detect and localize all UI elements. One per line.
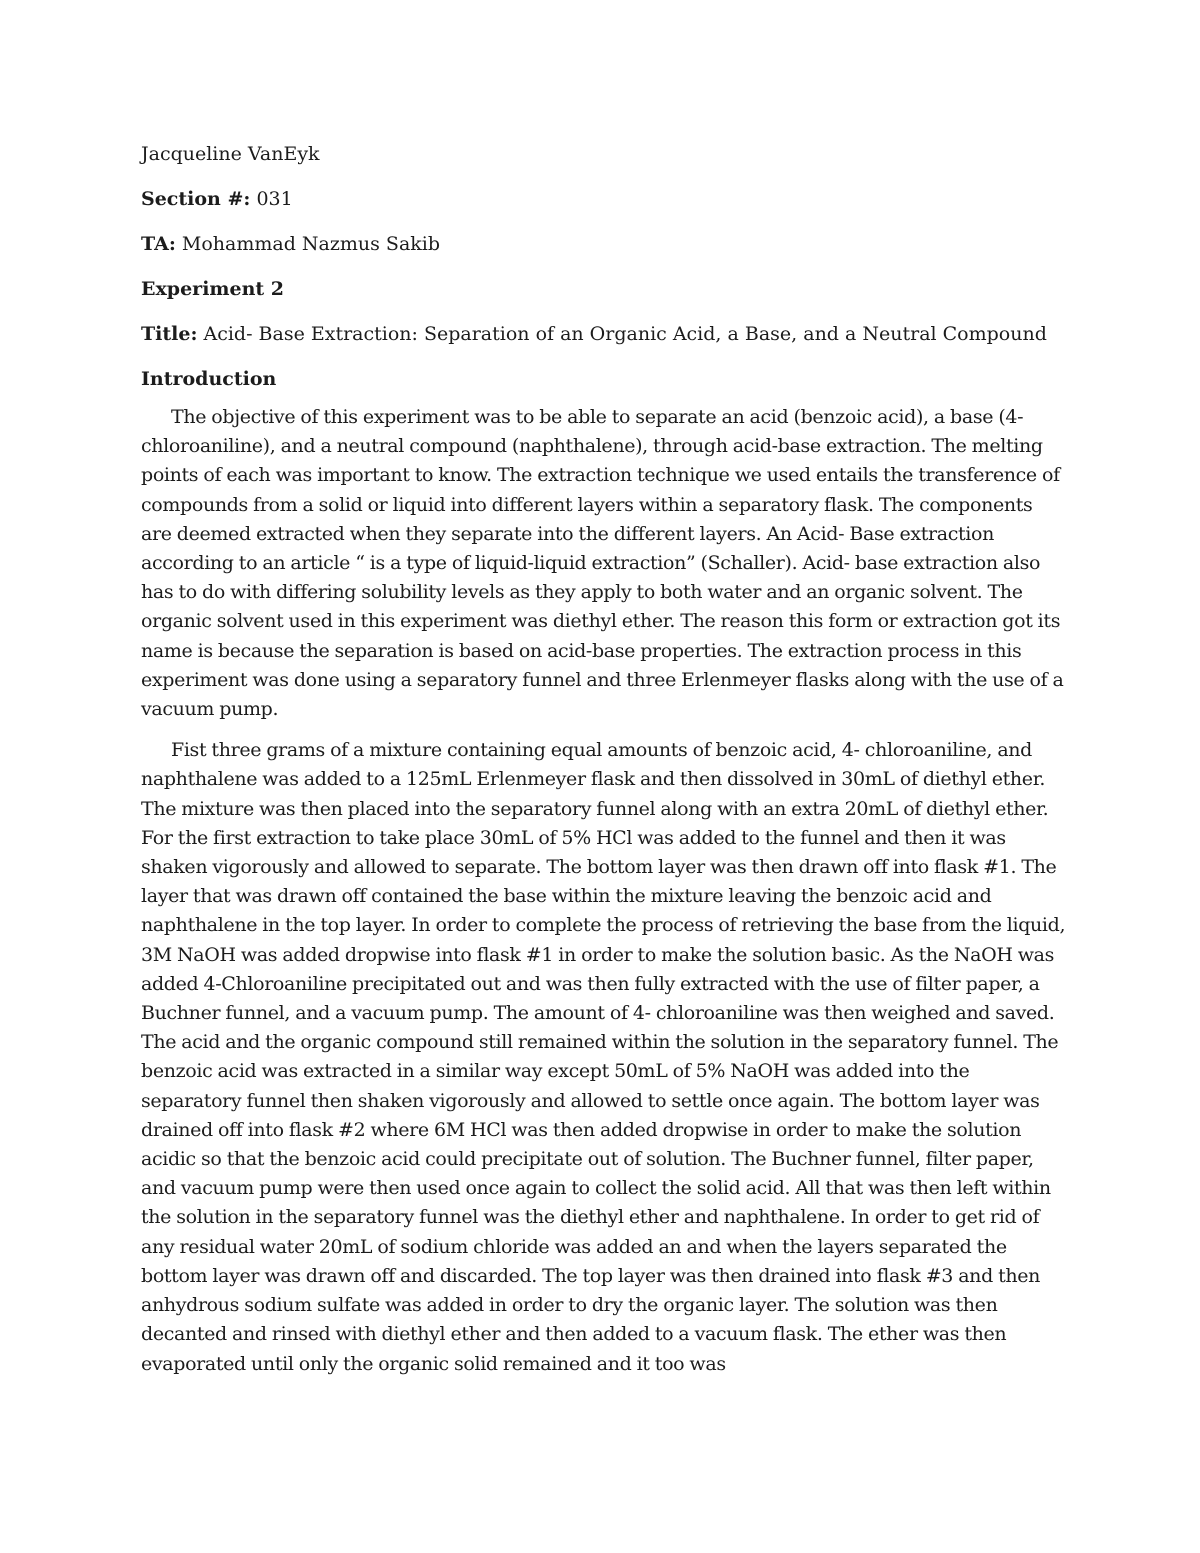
author-name: Jacqueline VanEyk bbox=[141, 143, 320, 165]
title-value: Acid- Base Extraction: Separation of an Organic Acid, a Base, and a Neutral Compound bbox=[197, 323, 1047, 345]
ta-label: TA: bbox=[141, 233, 176, 255]
section-value: 031 bbox=[250, 188, 293, 210]
document-page bbox=[141, 141, 1066, 1391]
introduction-heading: Introduction bbox=[141, 368, 277, 390]
title-line bbox=[141, 321, 1066, 348]
experiment-heading: Experiment 2 bbox=[141, 278, 285, 300]
introduction-paragraph-1: The objective of this experiment was to be able to separate an acid (benzoic acid), a base (4-chloroaniline), and a neutral compound (naphthalene), through acid-base extraction. The melting points of each was important to know. The extraction technique we used entails the transference of compounds from a solid or liquid into different layers within a separatory flask. The components are deemed extracted when they separate into the different layers. An Acid- Base extraction according to an article “ is a type of liquid-liquid extraction” (Schaller). Acid- base extraction also has to do with differing solubility levels as they apply to both water and an organic solvent. The organic solvent used in this experiment was diethyl ether. The reason this form or extraction got its name is because the separation is based on acid-base properties. The extraction process in this experiment was done using a separatory funnel and three Erlenmeyer flasks along with the use of a vacuum pump. bbox=[141, 406, 1064, 721]
section-line bbox=[141, 186, 1066, 213]
ta-value: Mohammad Nazmus Sakib bbox=[175, 233, 441, 255]
ta-line bbox=[141, 231, 1066, 258]
section-label: Section #: bbox=[141, 188, 251, 210]
title-label: Title: bbox=[141, 323, 198, 345]
introduction-paragraph-2: Fist three grams of a mixture containing equal amounts of benzoic acid, 4- chloroaniline, and naphthalene was added to a 125mL Erlenmeyer flask and then dissolved in 30mL of diethyl ether. The mixture was then placed into the separatory funnel along with an extra 20mL of diethyl ether. For the first extraction to take place 30mL of 5% HCl was added to the funnel and then it was shaken vigorously and allowed to separate. The bottom layer was then drawn off into flask #1. The layer that was drawn off contained the base within the mixture leaving the benzoic acid and naphthalene in the top layer. In order to complete the process of retrieving the base from the liquid, 3M NaOH was added dropwise into flask #1 in order to make the solution basic. As the NaOH was added 4-Chloroaniline precipitated out and was then fully extracted with the use of filter paper, a Buchner funnel, and a vacuum pump. The amount of 4- chloroaniline was then weighed and saved. The acid and the organic compound still remained within the solution in the separatory funnel. The benzoic acid was extracted in a similar way except 50mL of 5% NaOH was added into the separatory funnel then shaken vigorously and allowed to settle once again. The bottom layer was drained off into flask #2 where 6M HCl was then added dropwise in order to make the solution acidic so that the benzoic acid could precipitate out of solution. The Buchner funnel, filter paper, and vacuum pump were then used once again to collect the solid acid. All that was then left within the solution in the separatory funnel was the diethyl ether and naphthalene. In order to get rid of any residual water 20mL of sodium chloride was added an and when the layers separated the bottom layer was drawn off and discarded. The top layer was then drained into flask #3 and then anhydrous sodium sulfate was added in order to dry the organic layer. The solution was then decanted and rinsed with diethyl ether and then added to a vacuum flask. The ether was then evaporated until only the organic solid remained and it too was bbox=[141, 739, 1066, 1375]
